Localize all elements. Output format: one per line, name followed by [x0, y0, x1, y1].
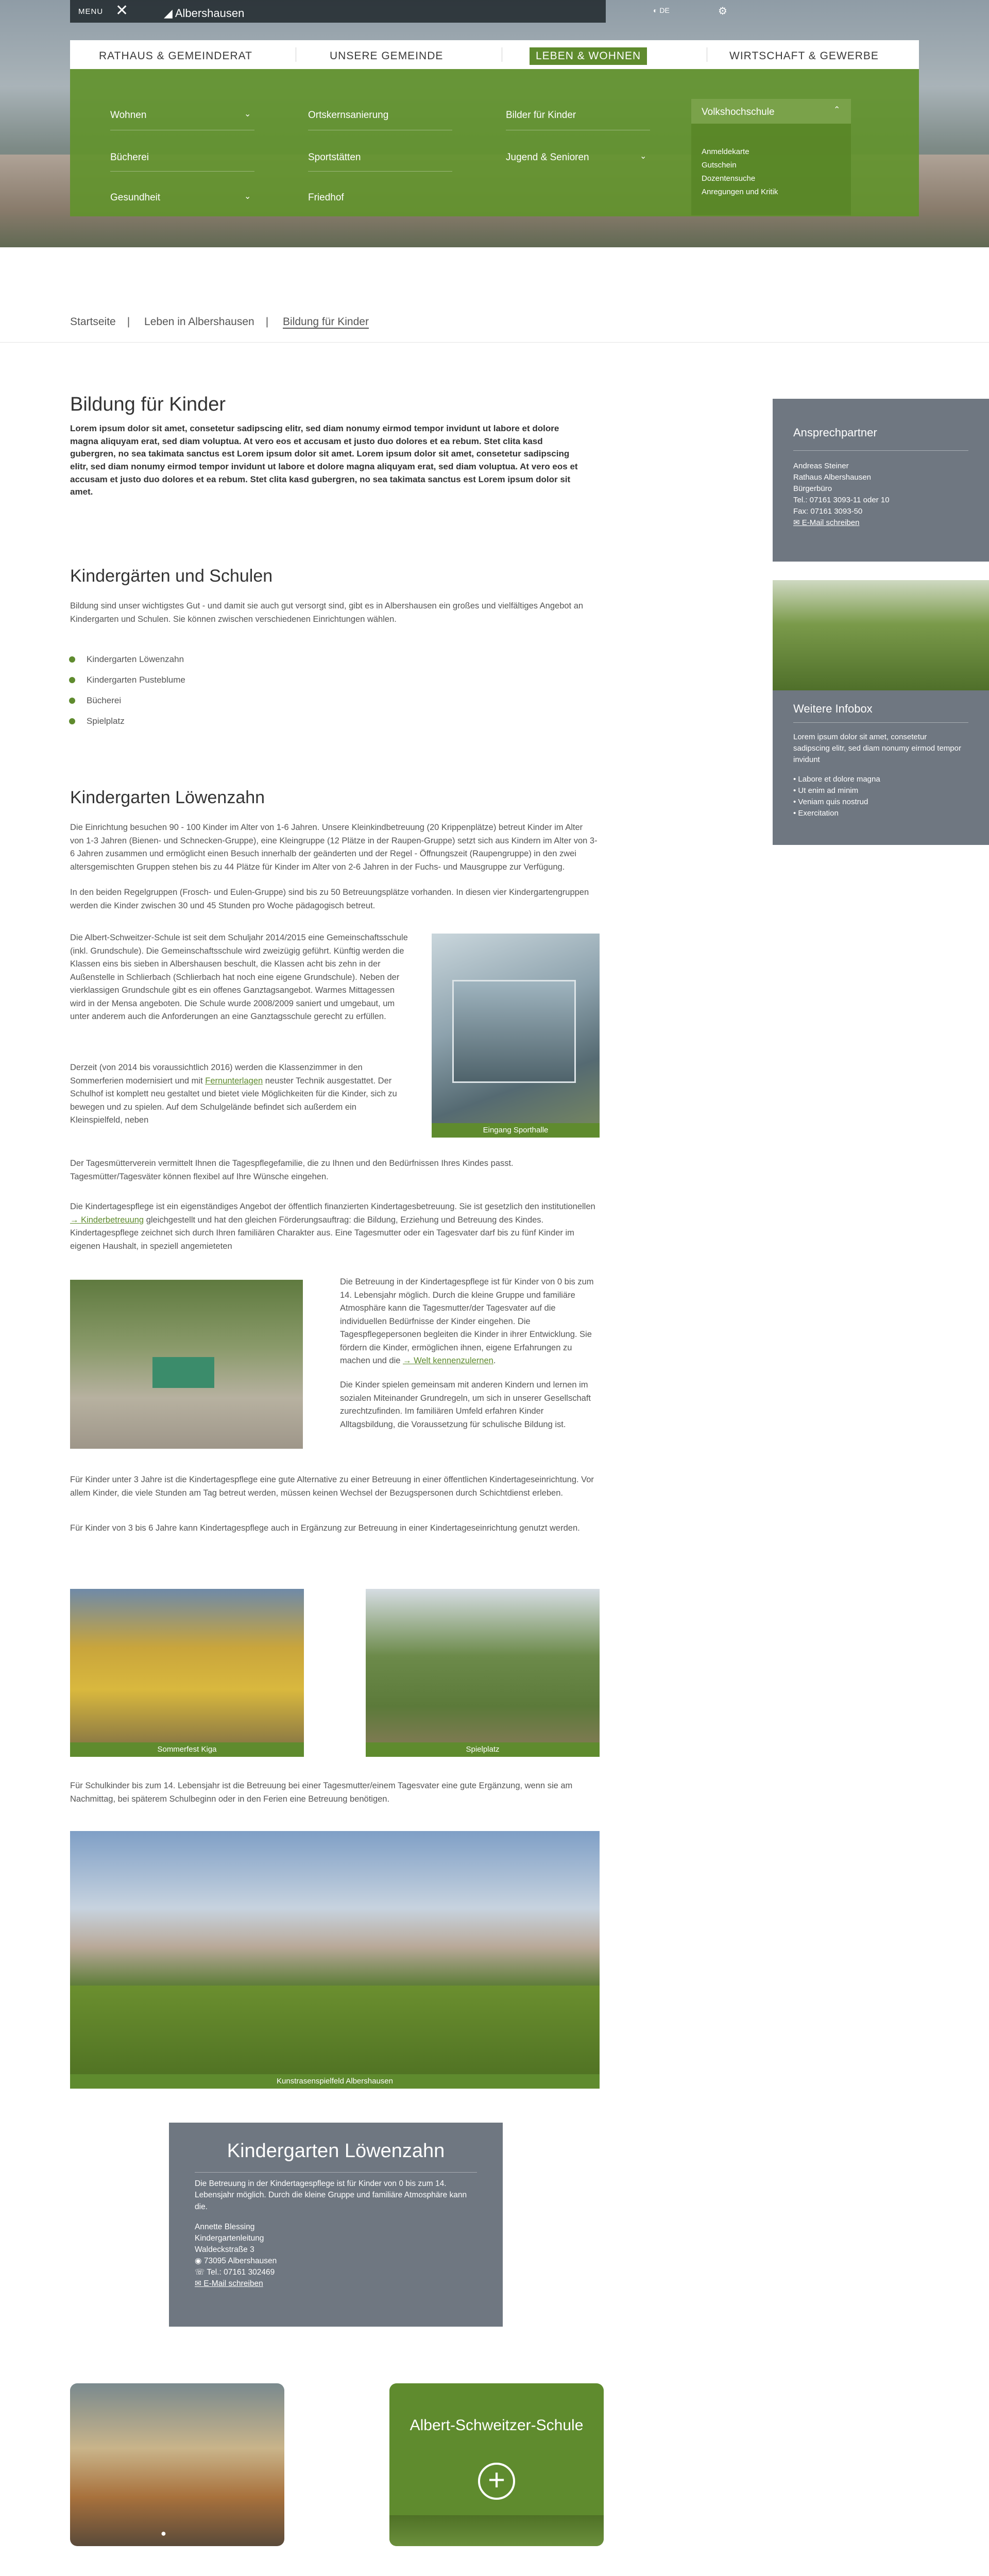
infobox-name: Annette Blessing	[195, 2223, 255, 2231]
tile-photo[interactable]	[70, 2383, 284, 2546]
paragraph: Der Tagesmütterverein vermittelt Ihnen die Tagespflegefamilie, die zu Ihnen und den Bedürfnissen Ihres Kindes passt. Tagesmütter/Tagesväter können flexibel auf Ihre Wünsche eingehen.	[70, 1159, 514, 1181]
mega-item-bilder[interactable]: Bilder für Kinder	[506, 110, 576, 121]
infobox-loewenzahn	[169, 2123, 503, 2327]
image-caption: Sommerfest Kiga	[70, 1742, 304, 1757]
mega-item-sportstaetten[interactable]: Sportstätten	[308, 152, 361, 163]
phone-icon: ☏	[195, 2268, 207, 2277]
infobox-street: Waldeckstraße 3	[195, 2245, 254, 2254]
vhs-sub-dozentensuche[interactable]: Dozentensuche	[702, 174, 756, 183]
photo-kindergarten-hof[interactable]	[70, 1280, 303, 1449]
infobox-text: Die Betreuung in der Kindertagespflege ist für Kinder von 0 bis zum 14. Lebensjahr möglich. Durch die kleine Gruppe und familiäre Atmosphäre kann die.	[195, 2179, 467, 2211]
paragraph: In den beiden Regelgruppen (Frosch- und Eulen-Gruppe) sind bis zu 50 Betreuungsplätze vorhanden. In diesen vier Kindergartengruppen werden die Kinder zwischen 30 und 45 Stunden pro Woche pädagogisch betreut.	[70, 888, 589, 910]
list-item[interactable]	[70, 715, 125, 728]
image-caption: Eingang Sporthalle	[432, 1123, 600, 1138]
list-item[interactable]	[70, 694, 121, 707]
text-run: Die Kindertagespflege ist ein eigenständiges Angebot der öffentlich finanzierten Kindertagesbetreuung. Sie ist gesetzlich den institutionellen	[70, 1202, 595, 1211]
divider	[0, 342, 989, 343]
vhs-sub-anmeldekarte[interactable]: Anmeldekarte	[702, 147, 749, 156]
sidebar-contact-line: Tel.: 07161 3093-11 oder 10	[793, 496, 890, 504]
inline-link[interactable]: → Welt kennenzulernen	[403, 1356, 493, 1366]
mega-menu	[70, 69, 919, 216]
infobox-phone	[195, 2267, 275, 2278]
sidebar-info-item-text: Labore et dolore magna	[798, 775, 880, 784]
sidebar-contact-line: Fax: 07161 3093-50	[793, 507, 863, 516]
mail-icon: ✉	[195, 2279, 204, 2288]
sidebar-info-item	[793, 774, 880, 785]
chevron-down-icon[interactable]: ⌄	[640, 152, 647, 161]
chevron-up-icon[interactable]: ⌃	[833, 106, 841, 114]
vhs-sub-gutschein[interactable]: Gutschein	[702, 161, 737, 170]
pager-dot-icon[interactable]: ●	[161, 2528, 166, 2538]
text-run: Die Betreuung in der Kindertagespflege ist für Kinder von 0 bis zum 14. Lebensjahr möglich. Durch die kleine Gruppe und familiäre Atmosphäre kann die Tagesmutter/der Tagesvater auf die individuellen Bedürfnisse der Kinder eingehen. Die Tagespflegepersonen begleiten die Kinder in ihrer Entwicklung. Sie fördern die Kinder, ermöglichen ihnen, eigene Erfahrungen zu machen und die	[340, 1277, 594, 1366]
bullet-icon: •	[793, 775, 798, 784]
bullet-icon: •	[793, 798, 798, 806]
sidebar-info-title: Weitere Infobox	[793, 702, 873, 715]
chevron-down-icon[interactable]: ⌄	[244, 110, 251, 118]
mega-item-friedhof[interactable]: Friedhof	[308, 192, 344, 203]
inline-link[interactable]: → Kinderbetreuung	[70, 1215, 144, 1225]
divider	[793, 722, 968, 723]
divider	[793, 450, 968, 451]
language-switch[interactable]: ◐ DE	[653, 6, 670, 14]
infobox-city	[195, 2256, 277, 2267]
list-item-label: Bücherei	[87, 696, 122, 705]
bullet-icon: •	[793, 809, 798, 818]
paragraph: Die Albert-Schweitzer-Schule ist seit dem Schuljahr 2014/2015 eine Gemeinschaftsschule (inkl. Grundschule). Die Gemeinschaftsschule wird zweizügig geführt. Künftig werden die Klassen eins bis sieben in Albershausen beschult, die Klassen acht bis zehn in der Außenstelle in Schlierbach (Schlierbach hat noch eine eigene Grundschule). Neben der vierklassigen Grundschule gibt es ein offenes Ganztagsangebot. Warmes Mittagessen wird in der Mensa angeboten. Die Schule wurde 2008/2009 saniert und umgebaut, um unter anderem auch die Anforderungen an eine Ganztagsschule gerecht zu erfüllen.	[70, 933, 408, 1022]
lead-text: Lorem ipsum dolor sit amet, consetetur sadipscing elitr, sed diam nonumy eirmod tempor invidunt ut labore et dolore magna aliquyam erat, sed diam voluptua. At vero eos et accusam et justo duo dolores et ea rebum. Stet clita kasd gubergren, no sea takimata sanctus est Lorem ipsum dolor sit amet. Lorem ipsum dolor sit amet, consetetur sadipscing elitr, sed diam nonumy eirmod tempor invidunt ut labore et dolore magna aliquyam erat, sed diam voluptua. At vero eos et accusam et justo duo dolores et ea rebum. Stet clita kasd gubergren, no sea takimata sanctus est Lorem ipsum dolor sit amet.	[70, 423, 578, 497]
chevron-down-icon[interactable]: ⌄	[244, 192, 251, 201]
sidebar-info-item-text: Ut enim ad minim	[798, 786, 859, 795]
menu-button[interactable]: MENU	[78, 7, 104, 16]
sidebar-infobox	[773, 690, 989, 845]
paragraph	[340, 1276, 598, 1368]
mega-divider	[110, 171, 254, 172]
mail-icon: ✉	[793, 518, 802, 527]
text-run: neuster Technik ausgestattet. Der Schulhof ist komplett neu gestaltet und bietet viele Möglichkeiten für die Kinder, sich zu bewegen und zu spielen. Auf dem Schulgelände befindet sich außerdem ein Kleinspielfeld, neben	[70, 1076, 397, 1125]
breadcrumb-separator: |	[127, 316, 130, 328]
nav-gemeinde[interactable]: UNSERE GEMEINDE	[330, 50, 444, 62]
sidebar-mail-link[interactable]	[793, 517, 859, 529]
mega-item-buecherei[interactable]: Bücherei	[110, 152, 149, 163]
mega-item-ortskern[interactable]: Ortskernsanierung	[308, 110, 389, 121]
section-title-kindergaerten: Kindergärten und Schulen	[70, 566, 273, 586]
page-title: Bildung für Kinder	[70, 394, 226, 415]
sidebar-contact-line: Andreas Steiner	[793, 462, 849, 470]
photo-spielplatz[interactable]	[366, 1589, 600, 1757]
infobox-mail-text: E-Mail schreiben	[203, 2279, 263, 2288]
sidebar-contact	[773, 399, 989, 562]
inline-link[interactable]: Fernunterlagen	[205, 1076, 263, 1086]
mega-divider	[308, 171, 452, 172]
logo-icon: ◢	[164, 7, 175, 20]
list-item[interactable]	[70, 653, 184, 666]
section-title-loewenzahn: Kindergarten Löwenzahn	[70, 788, 265, 807]
header-logo[interactable]	[164, 5, 244, 22]
sidebar-contact-line: Bürgerbüro	[793, 484, 832, 493]
infobox-phone-text: Tel.: 07161 302469	[207, 2268, 275, 2277]
mega-item-vhs[interactable]: Volkshochschule	[702, 107, 775, 117]
list-item-label: Kindergarten Pusteblume	[87, 675, 185, 685]
text-run: .	[493, 1356, 496, 1366]
infobox-city-text: 73095 Albershausen	[203, 2257, 277, 2265]
photo-kunstrasen[interactable]	[70, 1831, 600, 2089]
paragraph: Die Kinder spielen gemeinsam mit anderen Kindern und lernen im sozialen Miteinander Grundregeln, um sich in unserer Gesellschaft zurechtzufinden. Im familiären Umfeld erfahren Kinder Alltagsbildung, die Voraussetzung für schulische Bildung ist.	[340, 1380, 591, 1429]
main-navigation	[70, 40, 919, 69]
location-icon: ◉	[195, 2257, 204, 2265]
table-shape	[152, 1357, 214, 1388]
sidebar-info-item	[793, 796, 868, 808]
sidebar-info-item-text: Veniam quis nostrud	[798, 798, 868, 806]
tile-title: Albert-Schweitzer-Schule	[410, 2417, 584, 2434]
bullet-icon: •	[793, 786, 798, 795]
paragraph: Für Kinder unter 3 Jahre ist die Kindertagespflege eine gute Alternative zu einer Betreuung in einer öffentlichen Kindertageseinrichtung. Vor allem Kinder, die viele Stunden am Tag betreut werden, müssen keinen Wechsel der Bezugspersonen durch Schichtdienst erleben.	[70, 1475, 594, 1498]
breadcrumb-home[interactable]: Startseite	[70, 316, 116, 328]
sidebar-info-item-text: Exercitation	[798, 809, 839, 818]
sidebar-contact-title: Ansprechpartner	[793, 426, 877, 439]
sidebar-mail-text: E-Mail schreiben	[802, 518, 860, 527]
text-run: gleichgestellt und hat den gleichen Förderungsauftrag: die Bildung, Erziehung und Betreuung des Kindes. Kindertagespflege zeichnet sich durch Ihren familiären Charakter aus. Eine Tagesmutter oder ein Tagesvater darf bis zu fünf Kinder im eigenen Haushalt, in speziell angemieteten	[70, 1215, 574, 1251]
paragraph	[70, 1061, 410, 1127]
list-item[interactable]	[70, 674, 185, 687]
divider	[195, 2172, 477, 2173]
breadcrumb	[70, 314, 380, 330]
tile-grass	[389, 2515, 604, 2546]
photo-sommerfest[interactable]	[70, 1589, 304, 1757]
breadcrumb-separator: |	[265, 316, 269, 328]
paragraph: Die Einrichtung besuchen 90 - 100 Kinder im Alter von 1-6 Jahren. Unsere Kleinkindbetreuung (20 Krippenplätze) betreut Kinder im Alter von 1-3 Jahren (Bienen- und Schnecken-Gruppe), eine Kleingruppe (12 Plätze in der Raupen-Gruppe) setzt sich aus Kindern im Alter von 3-6 Jahren zusammen und ermöglicht einen Besuch innerhalb der geänderten und der Regel - Öffnungszeit (Raupengruppe) in den zwei altersgemischten Gruppen stehen bis zu 44 Plätze für Kinder im Alter von 2-6 Jahren in der Fuchs- und Mausgruppe zur Verfügung.	[70, 823, 598, 872]
paragraph	[70, 1200, 598, 1253]
logo-text: Albershausen	[175, 7, 245, 20]
sidebar-info-text: Lorem ipsum dolor sit amet, consetetur sadipscing elitr, sed diam nonumy eirmod tempor invidunt	[793, 733, 961, 764]
infobox-role: Kindergartenleitung	[195, 2234, 264, 2243]
image-caption: Kunstrasenspielfeld Albershausen	[70, 2074, 600, 2089]
tile-albert-schweitzer[interactable]	[389, 2383, 604, 2546]
section-intro: Bildung sind unser wichtigstes Gut - und damit sie auch gut versorgt sind, gibt es in Albershausen ein großes und vielfältiges Angebot an Kindergarten und Schulen. Sie können zwischen verschiedenen Einrichtungen wählen.	[70, 601, 584, 624]
mega-item-gesundheit[interactable]: Gesundheit	[110, 192, 161, 203]
infobox-title: Kindergarten Löwenzahn	[227, 2140, 445, 2162]
nav-rathaus[interactable]: RATHAUS & GEMEINDERAT	[99, 50, 252, 62]
paragraph: Für Kinder von 3 bis 6 Jahre kann Kindertagespflege auch in Ergänzung zur Betreuung in einer Kindertageseinrichtung genutzt werden.	[70, 1523, 580, 1533]
nav-leben-wohnen[interactable]: LEBEN & WOHNEN	[530, 47, 647, 65]
list-item-label: Kindergarten Löwenzahn	[87, 654, 184, 664]
list-item-label: Spielplatz	[87, 716, 125, 726]
nav-wirtschaft[interactable]: WIRTSCHAFT & GEWERBE	[729, 50, 879, 62]
photo-sporthalle[interactable]	[432, 934, 600, 1138]
plus-icon[interactable]: +	[478, 2463, 515, 2500]
sidebar-info-item	[793, 785, 858, 796]
infobox-mail-link[interactable]	[195, 2278, 263, 2290]
vhs-sub-anregungen[interactable]: Anregungen und Kritik	[702, 188, 778, 196]
paragraph: Für Schulkinder bis zum 14. Lebensjahr ist die Betreuung bei einer Tagesmutter/einem Tagesvater eine gute Ergänzung, wenn sie am Nachmittag, bei späterem Schulbeginn oder in den Ferien eine Betreuung benötigen.	[70, 1781, 573, 1804]
mega-item-wohnen[interactable]: Wohnen	[110, 110, 147, 121]
close-icon[interactable]: ✕	[115, 2, 129, 19]
sidebar-info-item	[793, 808, 839, 819]
breadcrumb-leben[interactable]: Leben in Albershausen	[144, 316, 254, 328]
topbar	[70, 0, 606, 23]
mega-item-jugend[interactable]: Jugend & Senioren	[506, 152, 589, 163]
gear-icon[interactable]: ⚙	[718, 6, 727, 17]
field-shape	[70, 1986, 600, 2089]
text-run: Derzeit (von 2014 bis voraussichtlich 2016) werden die Klassenzimmer in den Sommerferien modernisiert und mit	[70, 1063, 363, 1086]
image-caption: Spielplatz	[366, 1742, 600, 1757]
sidebar-photo	[773, 580, 989, 690]
sidebar-contact-line: Rathaus Albershausen	[793, 473, 871, 482]
building-shape	[452, 980, 576, 1083]
breadcrumb-current[interactable]: Bildung für Kinder	[283, 316, 369, 328]
